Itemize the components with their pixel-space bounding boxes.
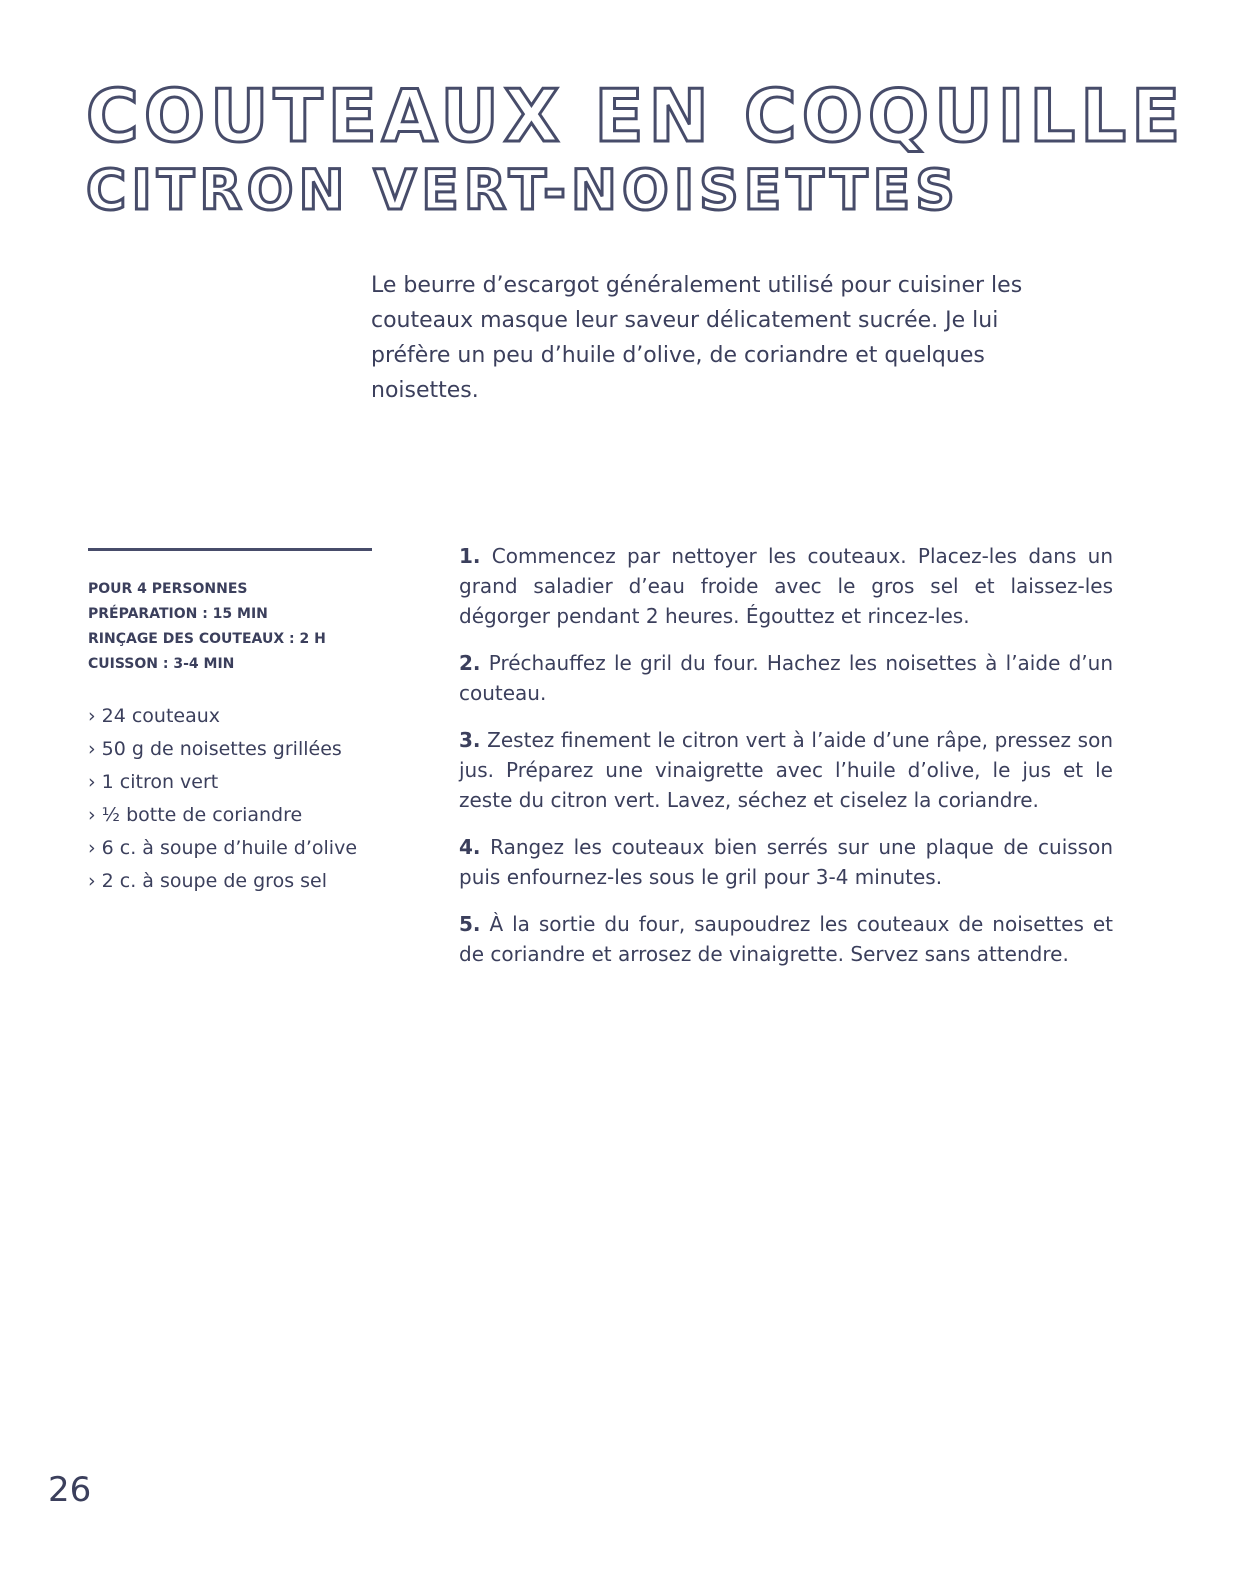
recipe-intro: Le beurre d’escargot généralement utilisé pour cuisiner les couteaux masque leur saveur délicatement sucrée. Je lui préfère un peu d’huile d’olive, de coriandre et quelques noisettes. [371,273,1023,403]
step-text: Commencez par nettoyer les couteaux. Placez-les dans un grand saladier d’eau froide avec le gros sel et laissez-les dégorger pendant 2 heures. Égouttez et rincez-les. [459,544,1113,628]
section-divider [88,548,372,551]
step-number: 1. [459,544,481,568]
step-item [459,648,1113,708]
ingredient-item: › 1 citron vert [88,771,219,793]
step-number: 2. [459,651,481,675]
step-text: Rangez les couteaux bien serrés sur une plaque de cuisson puis enfournez-les sous le gril pour 3-4 minutes. [459,835,1114,889]
preparation-time: PRÉPARATION : 15 MIN [88,606,268,622]
step-item [459,725,1113,815]
step-text: À la sortie du four, saupoudrez les couteaux de noisettes et de coriandre et arrosez de vinaigrette. Servez sans attendre. [459,912,1113,966]
ingredient-item: › 2 c. à soupe de gros sel [88,870,328,892]
step-text: Préchauffez le gril du four. Hachez les noisettes à l’aide d’un couteau. [459,651,1113,705]
recipe-title-line-1: COUTEAUX EN COQUILLE [86,74,1186,158]
cooking-time: CUISSON : 3-4 MIN [88,656,235,672]
step-text: Zestez finement le citron vert à l’aide d’une râpe, pressez son jus. Préparez une vinaigrette avec l’huile d’olive, le jus et le zeste du citron vert. Lavez, séchez et ciselez la coriandre. [459,728,1114,812]
instruction-steps [459,541,1113,986]
step-number: 4. [459,835,481,859]
step-item [459,541,1113,631]
step-number: 3. [459,728,481,752]
ingredient-item: › ½ botte de coriandre [88,804,303,826]
ingredient-list [88,700,357,898]
servings: POUR 4 PERSONNES [88,581,248,597]
page-number: 26 [48,1470,92,1510]
step-item [459,909,1113,969]
recipe-title-line-2: CITRON VERT-NOISETTES [86,158,960,222]
ingredient-item: › 50 g de noisettes grillées [88,738,342,760]
rinsing-time: RINÇAGE DES COUTEAUX : 2 H [88,631,326,647]
recipe-meta [88,577,326,677]
step-number: 5. [459,912,481,936]
ingredient-item: › 6 c. à soupe d’huile d’olive [88,837,358,859]
ingredient-item: › 24 couteaux [88,705,221,727]
step-item [459,832,1113,892]
